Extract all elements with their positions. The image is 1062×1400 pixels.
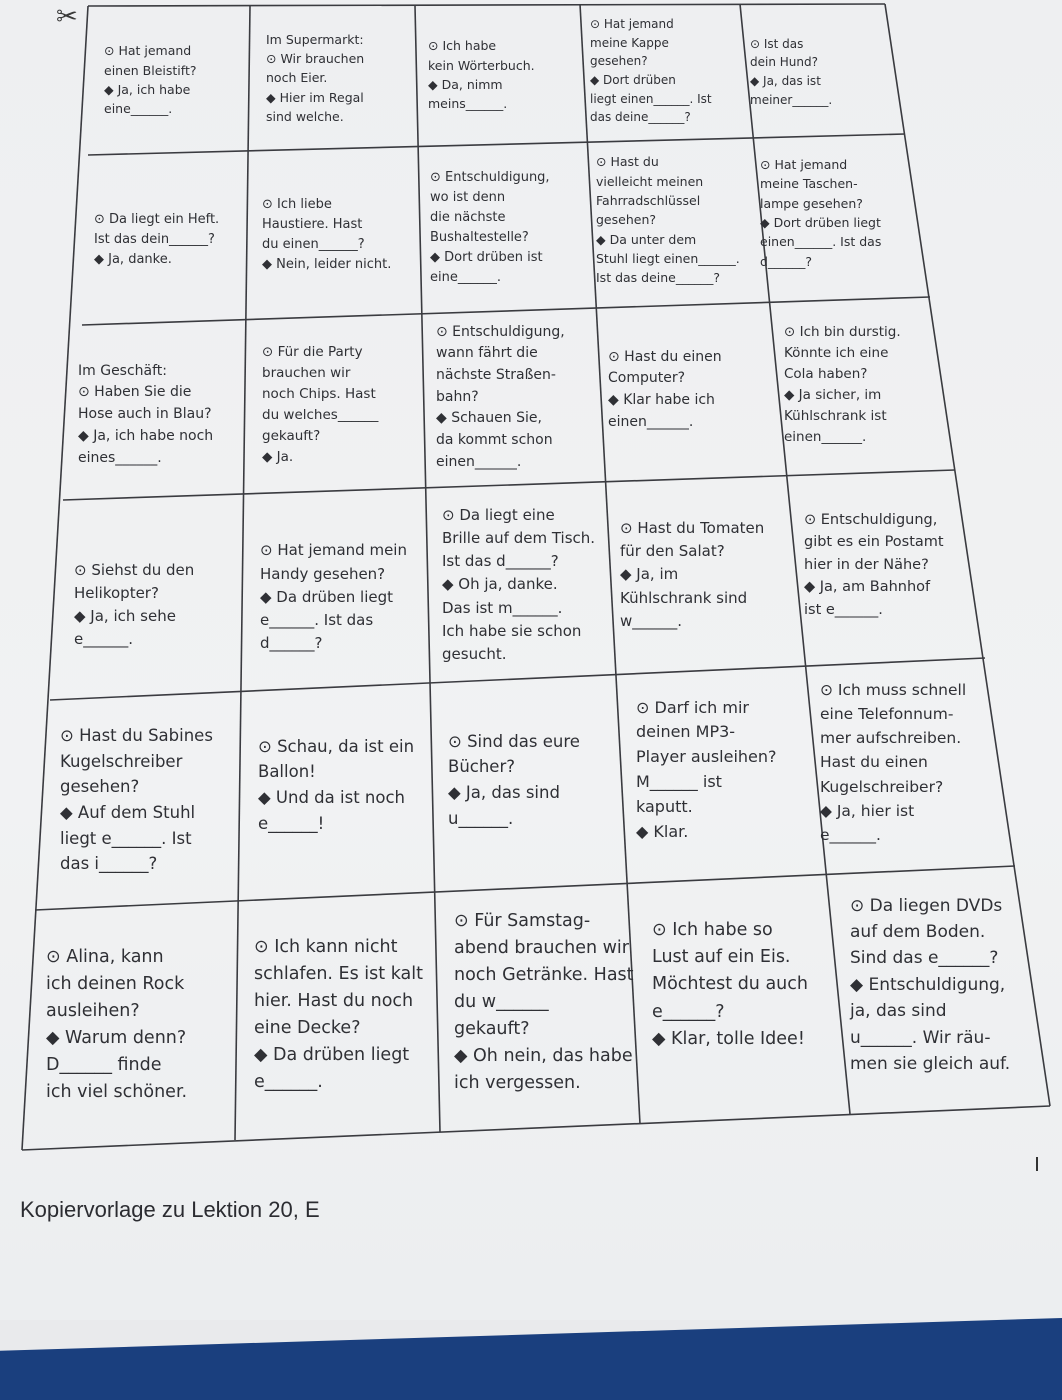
- card-text: ⊙ Hat jemand meine Taschen- lampe gesehen? ◆ Dort drüben liegt einen______. Ist das d______?: [760, 156, 882, 269]
- card-text: ⊙ Sind das eure Bücher? ◆ Ja, das sind u______.: [448, 731, 580, 828]
- card-text: ⊙ Entschuldigung, wann fährt die nächste Straßen- bahn? ◆ Schauen Sie, da kommt schon einen______.: [436, 323, 565, 470]
- card-text: Im Supermarkt: ⊙ Wir brauchen noch Eier. ◆ Hier im Regal sind welche.: [266, 31, 365, 125]
- card-r4-c2: [256, 515, 436, 680]
- card-r3-c2: [258, 325, 428, 485]
- card-r4-c1: [70, 520, 245, 690]
- card-text: ⊙ Für die Party brauchen wir noch Chips. Hast du welches______ gekauft? ◆ Ja.: [262, 344, 379, 465]
- card-r5-c3: [444, 715, 634, 845]
- card-text: ⊙ Hast du Sabines Kugelschreiber gesehen? ◆ Auf dem Stuhl liegt e______. Ist das i______?: [60, 726, 213, 874]
- card-text: ⊙ Ich habe kein Wörterbuch. ◆ Da, nimm meins______.: [428, 38, 535, 112]
- cut-mark: [1036, 1157, 1038, 1171]
- card-r1-c3: [424, 16, 584, 134]
- card-text: ⊙ Ich habe so Lust auf ein Eis. Möchtest du auch e______? ◆ Klar, tolle Idee!: [652, 920, 808, 1049]
- card-text: ⊙ Da liegen DVDs auf dem Boden. Sind das e______? ◆ Entschuldigung, ja, das sind u______. Wir räu- men sie gleich auf.: [850, 895, 1011, 1074]
- card-r1-c4: [586, 8, 741, 134]
- page-caption: Kopiervorlage zu Lektion 20, E: [20, 1197, 320, 1222]
- card-r5-c1: [56, 710, 241, 890]
- card-text: ⊙ Alina, kann ich deinen Rock ausleihen? ◆ Warum denn? D______ finde ich viel schöner.: [46, 946, 188, 1103]
- card-text: ⊙ Hast du Tomaten für den Salat? ◆ Ja, im Kühlschrank sind w______.: [620, 518, 765, 630]
- card-r4-c4: [616, 505, 801, 645]
- card-r2-c5: [756, 138, 916, 288]
- card-r3-c1: [74, 335, 244, 495]
- card-text: ⊙ Hast du vielleicht meinen Fahrradschlüssel gesehen? ◆ Da unter dem Stuhl liegt einen______. Ist das deine______?: [596, 154, 740, 286]
- card-text: ⊙ Ich kann nicht schlafen. Es ist kalt hier. Hast du noch eine Decke? ◆ Da drüben liegt e______.: [254, 936, 423, 1093]
- card-text: ⊙ Hat jemand einen Bleistift? ◆ Ja, ich habe eine______.: [104, 43, 197, 117]
- card-text: ⊙ Da liegt eine Brille auf dem Tisch. Ist das d______? ◆ Oh ja, danke. Das ist m______. Ich habe sie schon gesucht.: [442, 505, 596, 664]
- card-text: ⊙ Ich liebe Haustiere. Hast du einen______? ◆ Nein, leider nicht.: [262, 196, 392, 273]
- card-text: ⊙ Hat jemand meine Kappe gesehen? ◆ Dort drüben liegt einen______. Ist das deine______?: [590, 17, 712, 125]
- card-text: ⊙ Ist das dein Hund? ◆ Ja, das ist meiner______.: [750, 36, 833, 107]
- card-text: ⊙ Entschuldigung, gibt es ein Postamt hier in der Nähe? ◆ Ja, am Bahnhof ist e______.: [804, 511, 944, 618]
- card-text: ⊙ Ich bin durstig. Könnte ich eine Cola haben? ◆ Ja sicher, im Kühlschrank ist einen______.: [784, 324, 901, 445]
- card-r6-c1: [42, 925, 237, 1125]
- card-text: ⊙ Hat jemand mein Handy gesehen? ◆ Da drüben liegt e______. Ist das d______?: [260, 541, 407, 653]
- card-r2-c1: [90, 160, 250, 320]
- card-r3-c4: [604, 330, 779, 450]
- card-r2-c2: [258, 155, 418, 315]
- card-r1-c5: [746, 16, 896, 128]
- card-r4-c5: [800, 495, 985, 635]
- card-r2-c4: [592, 140, 752, 300]
- background-desk: [0, 1318, 1062, 1400]
- card-r3-c3: [432, 315, 607, 480]
- card-text: ⊙ Darf ich mir deinen MP3- Player ausleihen? M______ ist kaputt. ◆ Klar.: [636, 697, 777, 841]
- card-text: ⊙ Da liegt ein Heft. Ist das dein______? ◆ Ja, danke.: [94, 211, 220, 268]
- card-r5-c2: [254, 720, 444, 850]
- card-text: ⊙ Schau, da ist ein Ballon! ◆ Und da ist noch e______!: [258, 736, 415, 833]
- card-r6-c3: [450, 895, 650, 1110]
- scissors-icon: ✂: [56, 2, 78, 32]
- card-r6-c2: [250, 915, 450, 1115]
- card-r5-c4: [632, 680, 822, 860]
- card-text: ⊙ Entschuldigung, wo ist denn die nächste Bushaltestelle? ◆ Dort drüben ist eine______.: [430, 169, 550, 286]
- card-r6-c4: [648, 905, 848, 1065]
- card-r1-c2: [262, 18, 412, 138]
- card-text: ⊙ Siehst du den Helikopter? ◆ Ja, ich sehe e______.: [74, 560, 195, 649]
- card-r3-c5: [780, 305, 955, 465]
- card-r6-c5: [846, 875, 1046, 1095]
- card-r2-c3: [426, 148, 591, 308]
- card-r1-c1: [100, 20, 250, 140]
- card-text: ⊙ Hast du einen Computer? ◆ Klar habe ich einen______.: [608, 348, 722, 430]
- card-text: ⊙ Für Samstag- abend brauchen wir noch Getränke. Hast du w______ gekauft? ◆ Oh nein, das habe ich vergessen.: [454, 910, 634, 1094]
- card-r5-c5: [816, 665, 1016, 860]
- card-r4-c3: [438, 490, 618, 680]
- card-text: Im Geschäft: ⊙ Haben Sie die Hose auch in Blau? ◆ Ja, ich habe noch eines______.: [78, 362, 214, 466]
- card-text: ⊙ Ich muss schnell eine Telefonnum- mer aufschreiben. Hast du einen Kugelschreiber? ◆ Ja, hier ist e______.: [820, 681, 967, 844]
